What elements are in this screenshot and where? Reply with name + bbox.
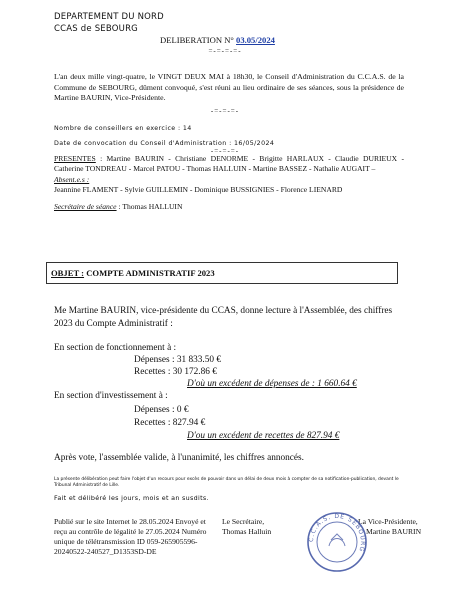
absents-list: Jeannine FLAMENT - Sylvie GUILLEMIN - Dominique BUSSIGNIES - Florence LIENARD (54, 184, 343, 194)
fonctionnement-recettes: Recettes : 30 172.86 € (134, 367, 217, 377)
ccas-name: CCAS de SEBOURG (54, 24, 138, 34)
recours-notice: La présente délibération peut faire l'objet d'un recours pour excès de pouvoir dans un délai de deux mois à compter de sa notification-publication, devant le Tribunal Administratif de Lille. (54, 477, 399, 489)
vp-name: Martine BAURIN (366, 527, 422, 536)
separator: =-=-=-=- (208, 47, 242, 55)
absents-label: Absent.e.s : (54, 174, 90, 184)
presents-list: : Martine BAURIN - Christiane DENORME - Brigitte HARLAUX - Claudie DURIEUX - Catherine TONDREAU - Marcel PATOU - Thomas HALLUIN - Martine BASSEZ - Nathalie AUGAIT – (54, 154, 404, 174)
presents (54, 154, 404, 175)
attendance (54, 154, 404, 212)
objet-label: OBJET : (51, 268, 85, 278)
deliberation-title (160, 35, 275, 45)
fait-notice: Fait et délibéré les jours, mois et an susdits. (54, 494, 209, 502)
presents-label: PRESENTES (54, 154, 96, 163)
svg-text:C.C.A.S. DE SEBOURG (308, 513, 366, 553)
separator: -=-=-=- (210, 107, 240, 115)
investissement-label: En section d'investissement à : (54, 391, 168, 401)
deliberation-label: DELIBERATION N° (160, 35, 234, 45)
investissement-excedent: D'ou un excédent de recettes de 827.94 € (187, 431, 340, 441)
official-stamp-icon (305, 510, 369, 574)
convocation-date: Date de convocation du Conseil d'Administration : 16/05/2024 (54, 140, 275, 147)
conseillers-count: Nombre de conseillers en exercice : 14 (54, 125, 192, 132)
vote-result: Après vote, l'assemblée valide, à l'unanimité, les chiffres annoncés. (54, 453, 304, 463)
vp-title: La Vice-Présidente, (358, 517, 418, 526)
fonctionnement-label: En section de fonctionnement à : (54, 343, 177, 353)
stamp-text: C.C.A.S. DE SEBOURG (307, 512, 367, 554)
deliberation-number: 03.05/2024 (236, 35, 275, 45)
header (54, 11, 164, 35)
secretaire-label: Secrétaire de séance (54, 202, 117, 212)
fonctionnement-excedent: D'où un excédent de dépenses de : 1 660.64 € (187, 379, 357, 389)
secretaire-title: Le Secrétaire, (222, 517, 265, 526)
investissement-depenses: Dépenses : 0 € (134, 405, 189, 415)
secretaire-signature-name: Thomas Halluin (222, 527, 272, 536)
publication-info: Publié sur le site Internet le 28.05.2024 Envoyé et reçu au contrôle de légalité le 27.05.2024 Numéro unique de télétransmission ID 059-265905596-20240522-240527_D1353SD-DE (54, 517, 207, 556)
secretaire (54, 202, 404, 212)
objet-title: COMPTE ADMINISTRATIF 2023 (84, 268, 215, 278)
objet (51, 268, 215, 278)
intro-paragraph: L'an deux mille vingt-quatre, le VINGT DEUX MAI à 18h30, le Conseil d'Administration du C.C.A.S. de la Commune de SEBOURG, dûment convoqué, s'est réuni au lieu ordinaire de ses séances, sous la présidence de Martine BAURIN, Vice-Présidente. (54, 72, 404, 102)
fonctionnement-depenses: Dépenses : 31 833.50 € (134, 355, 222, 365)
separator: -=-=-=- (210, 147, 240, 155)
department-name: DEPARTEMENT DU NORD (54, 12, 164, 22)
secretaire-name: : Thomas HALLUIN (116, 202, 183, 212)
investissement-recettes: Recettes : 827.94 € (134, 418, 206, 428)
body-intro: Me Martine BAURIN, vice-présidente du CCAS, donne lecture à l'Assemblée, des chiffres 2023 du Compte Administratif : (54, 306, 393, 329)
secretaire-signature (222, 517, 271, 537)
